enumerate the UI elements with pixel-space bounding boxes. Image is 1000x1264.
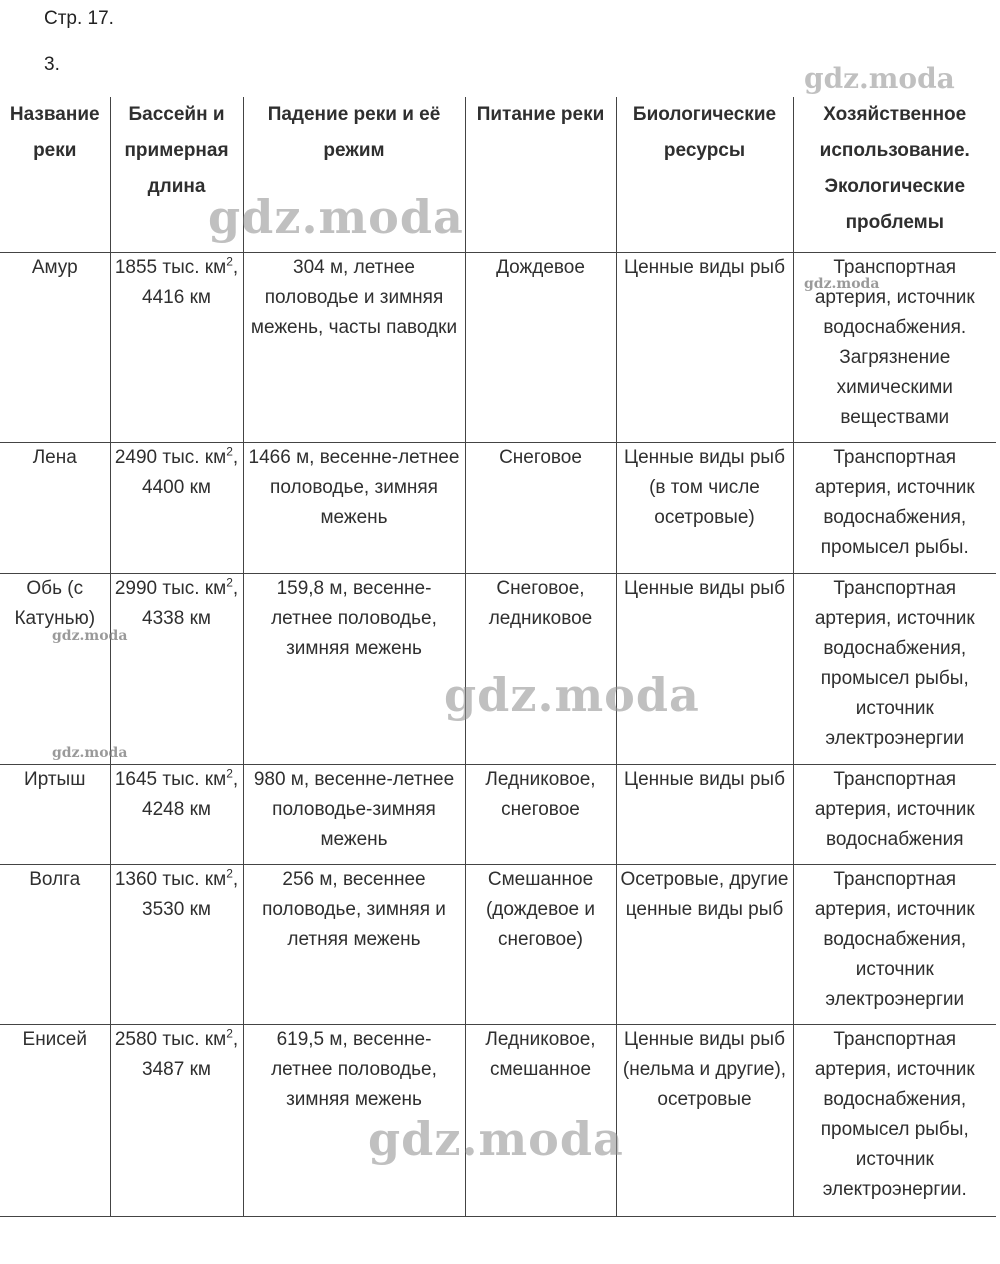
basin-length: , 3530 км [142, 868, 239, 920]
basin-length: , 4248 км [142, 768, 239, 820]
river-name: Лена [0, 442, 110, 573]
river-fall: 980 м, весенне-летнее половодье-зимняя межень [243, 764, 465, 864]
river-usage: Транспортная артерия, источник водоснабжения, промысел рыбы. [793, 442, 996, 573]
basin-area: 1360 тыс. км [114, 868, 227, 890]
basin-area: 1855 тыс. км [114, 256, 227, 278]
river-basin [110, 252, 243, 442]
river-usage: Транспортная артерия, источник водоснабжения, промысел рыбы, источник электроэнергии [793, 573, 996, 764]
task-number: 3. [44, 54, 60, 75]
river-bio: Ценные виды рыб (нельма и другие), осетровые [616, 1024, 793, 1216]
column-header-bio: Биологические ресурсы [616, 97, 793, 252]
table-header-row [0, 97, 996, 252]
watermark: gdz.moda [444, 668, 700, 722]
river-fall: 619,5 м, весенне-летнее половодье, зимняя межень [243, 1024, 465, 1216]
river-basin [110, 764, 243, 864]
column-header-name: Название реки [0, 97, 110, 252]
river-bio: Ценные виды рыб [616, 764, 793, 864]
watermark: gdz.moda [804, 62, 955, 95]
watermark: gdz.moda [368, 1112, 624, 1166]
river-usage: Транспортная артерия, источник водоснабжения, источник электроэнергии [793, 864, 996, 1024]
square-exponent: 2 [226, 444, 233, 459]
river-bio: Ценные виды рыб [616, 573, 793, 764]
basin-area: 2490 тыс. км [114, 446, 227, 468]
river-name: Волга [0, 864, 110, 1024]
river-usage: Транспортная артерия, источник водоснабжения. Загрязнение химическими веществами [793, 252, 996, 442]
table-row [0, 764, 996, 864]
page-reference: Стр. 17. [44, 8, 114, 29]
river-feeding: Ледниковое, снеговое [465, 764, 616, 864]
column-header-basin: Бассейн и примерная длина [110, 97, 243, 252]
basin-area: 2990 тыс. км [114, 577, 227, 599]
river-bio: Ценные виды рыб [616, 252, 793, 442]
watermark: gdz.moda [52, 628, 128, 644]
basin-length: , 4338 км [142, 577, 239, 629]
river-usage: Транспортная артерия, источник водоснабжения [793, 764, 996, 864]
basin-area: 1645 тыс. км [114, 768, 227, 790]
watermark: gdz.moda [52, 745, 128, 761]
river-feeding: Ледниковое, смешанное [465, 1024, 616, 1216]
table-row [0, 864, 996, 1024]
river-fall: 304 м, летнее половодье и зимняя межень, часты паводки [243, 252, 465, 442]
river-feeding: Снеговое [465, 442, 616, 573]
square-exponent: 2 [226, 254, 233, 269]
river-basin [110, 1024, 243, 1216]
column-header-feeding: Питание реки [465, 97, 616, 252]
square-exponent: 2 [226, 766, 233, 781]
river-bio: Осетровые, другие ценные виды рыб [616, 864, 793, 1024]
river-bio: Ценные виды рыб (в том числе осетровые) [616, 442, 793, 573]
basin-length: , 4416 км [142, 256, 239, 308]
river-name: Обь (с Катунью) [0, 573, 110, 764]
river-basin [110, 442, 243, 573]
river-feeding: Снеговое, ледниковое [465, 573, 616, 764]
river-fall: 1466 м, весенне-летнее половодье, зимняя межень [243, 442, 465, 573]
watermark: gdz.moda [208, 190, 464, 244]
watermark: gdz.moda [804, 276, 880, 292]
basin-area: 2580 тыс. км [114, 1028, 227, 1050]
river-name: Иртыш [0, 764, 110, 864]
square-exponent: 2 [226, 866, 233, 881]
river-feeding: Дождевое [465, 252, 616, 442]
river-basin [110, 573, 243, 764]
river-fall: 159,8 м, весенне-летнее половодье, зимняя межень [243, 573, 465, 764]
basin-length: , 3487 км [142, 1028, 239, 1080]
square-exponent: 2 [226, 575, 233, 590]
table-row [0, 442, 996, 573]
river-usage: Транспортная артерия, источник водоснабжения, промысел рыбы, источник электроэнергии. [793, 1024, 996, 1216]
table-row [0, 252, 996, 442]
table-row [0, 1024, 996, 1216]
square-exponent: 2 [226, 1026, 233, 1041]
river-name: Енисей [0, 1024, 110, 1216]
rivers-table [0, 97, 996, 1217]
basin-length: , 4400 км [142, 446, 239, 498]
column-header-usage: Хозяйственное использование. Экологические проблемы [793, 97, 996, 252]
river-fall: 256 м, весеннее половодье, зимняя и летняя межень [243, 864, 465, 1024]
river-basin [110, 864, 243, 1024]
river-name: Амур [0, 252, 110, 442]
column-header-fall: Падение реки и её режим [243, 97, 465, 252]
river-feeding: Смешанное (дождевое и снеговое) [465, 864, 616, 1024]
table-row [0, 573, 996, 764]
